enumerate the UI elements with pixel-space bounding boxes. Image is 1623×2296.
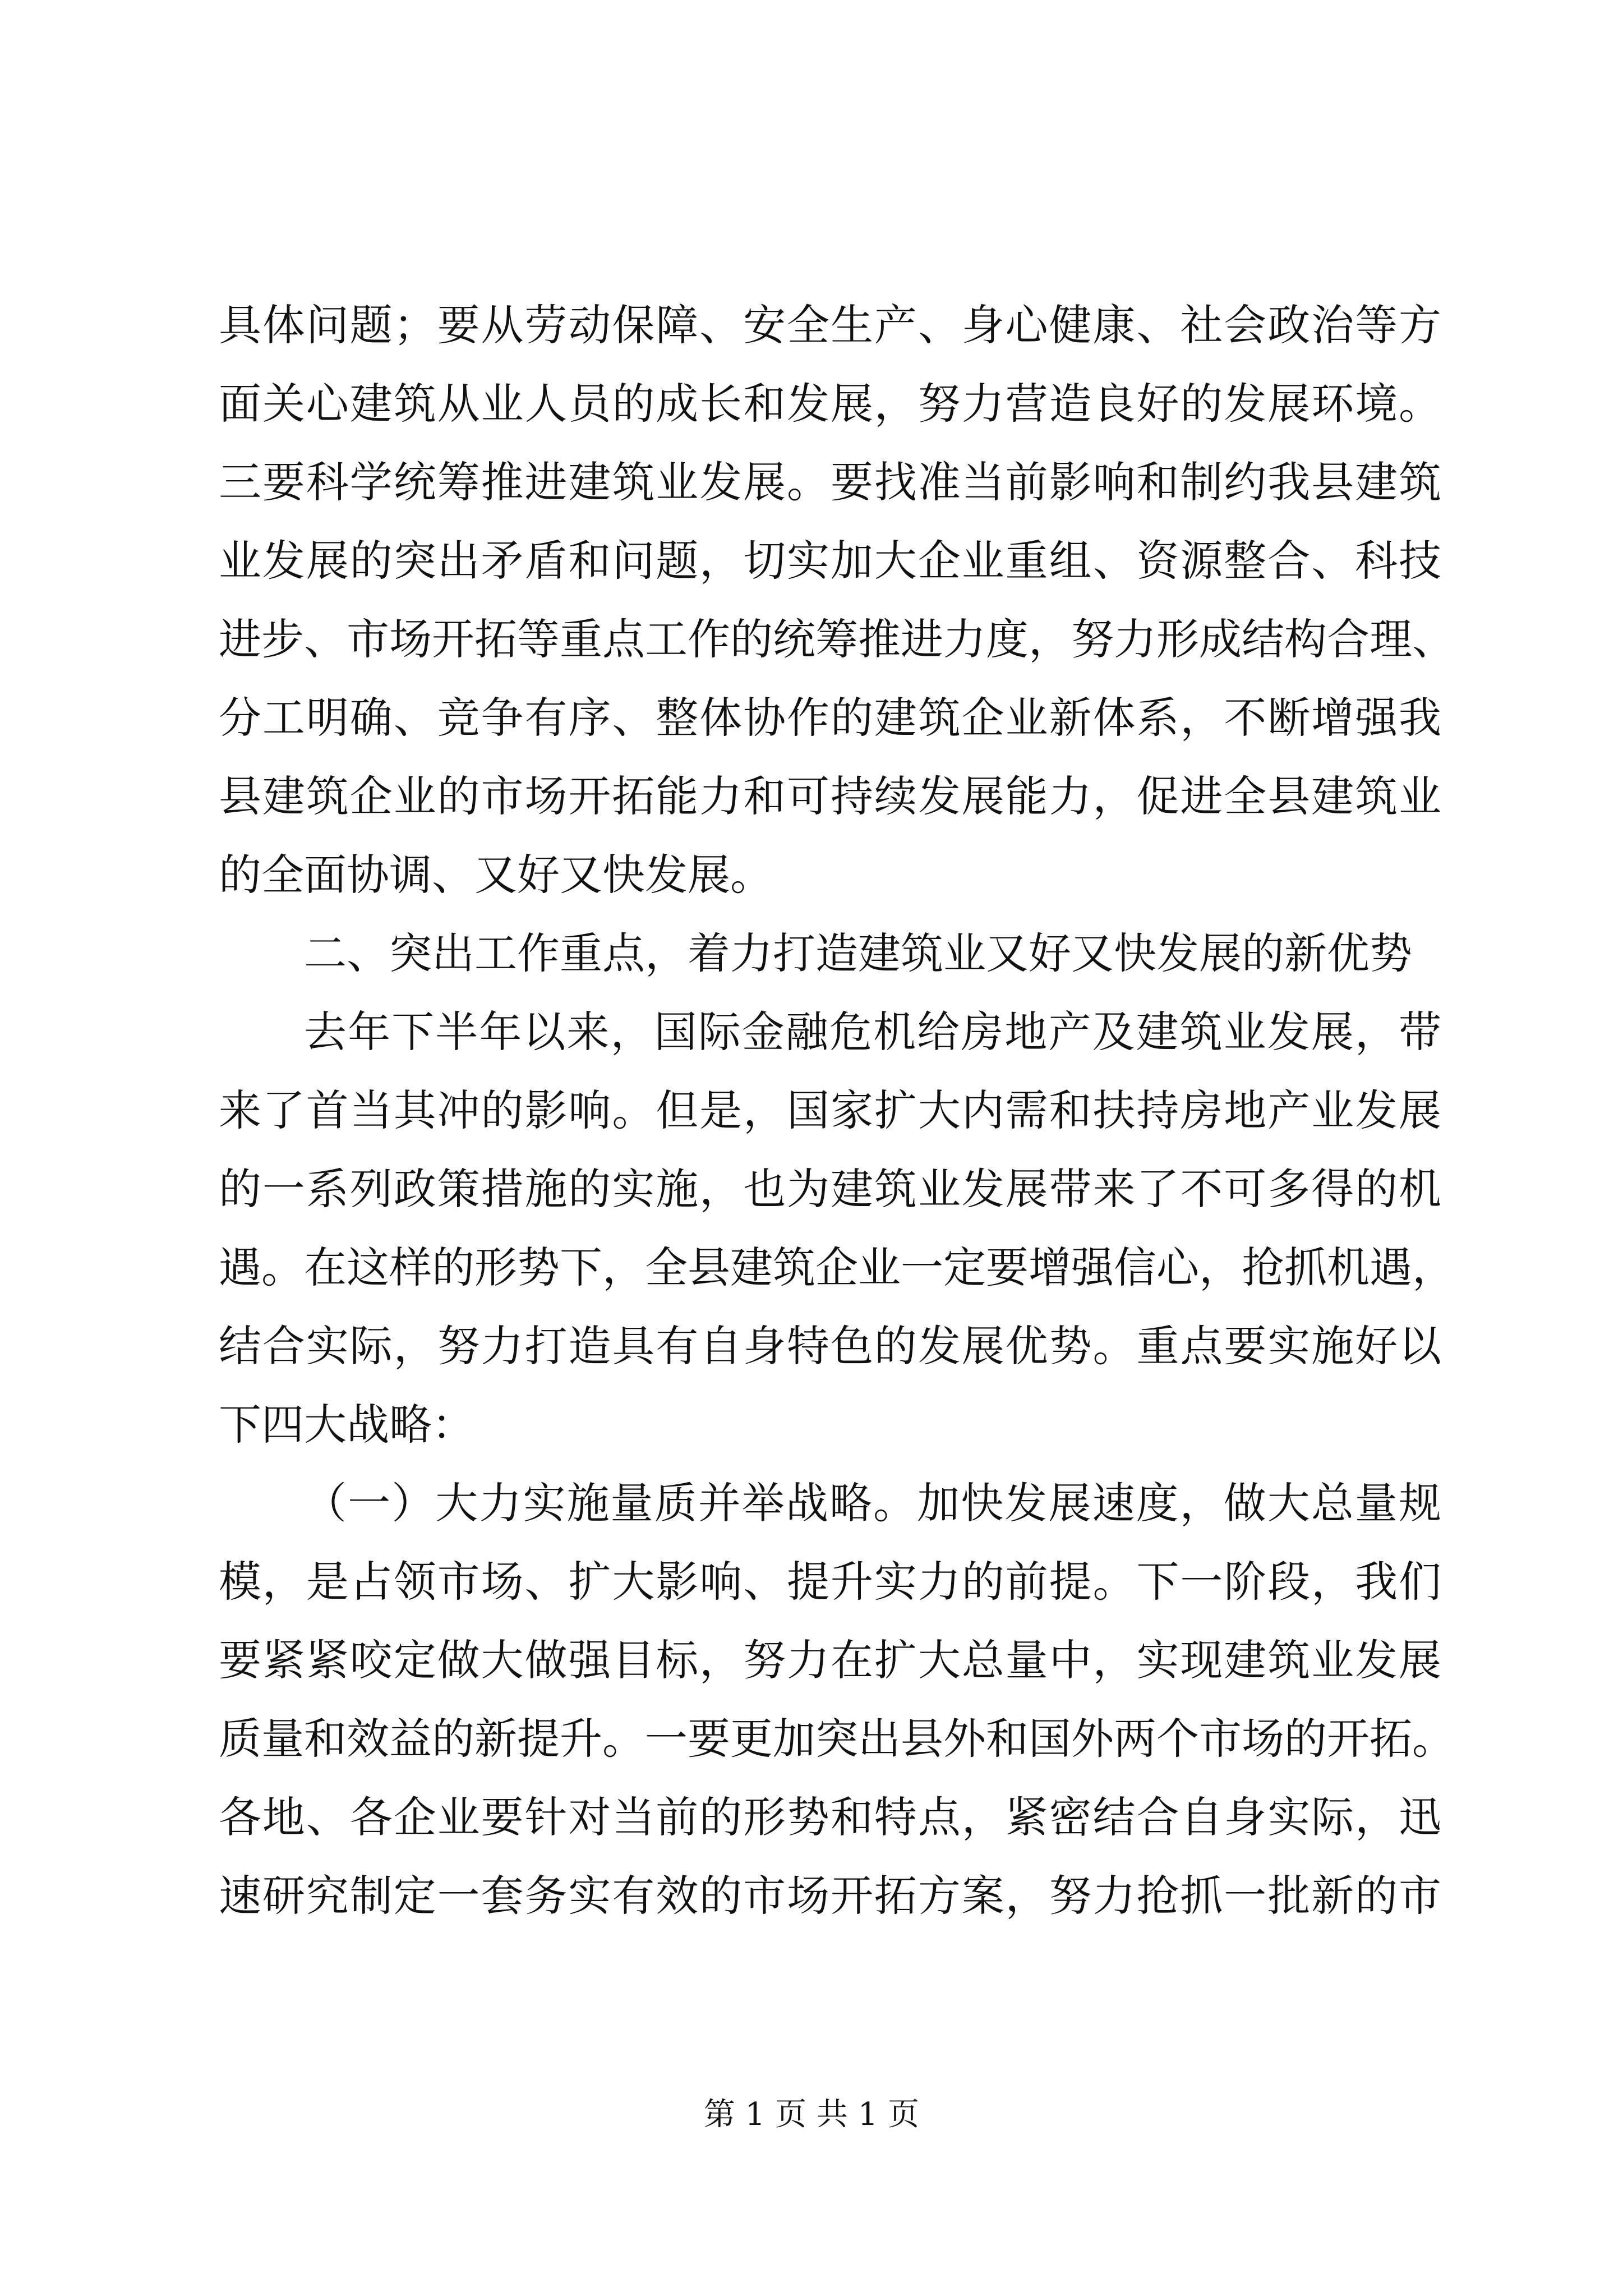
subsection-line: （一）大力实施量质并举战略。加快发展速度，做大总量规 bbox=[304, 1478, 1441, 1528]
text-line: 的一系列政策措施的实施，也为建筑业发展带来了不可多得的机 bbox=[219, 1164, 1441, 1214]
text-line: 速研究制定一套务实有效的市场开拓方案，努力抢抓一批新的市 bbox=[219, 1871, 1441, 1921]
text-line: 分工明确、竞争有序、整体协作的建筑企业新体系，不断增强我 bbox=[219, 693, 1441, 743]
text-line: 遇。在这样的形势下，全县建筑企业一定要增强信心，抢抓机遇， bbox=[219, 1243, 1455, 1292]
section-heading: 二、突出工作重点，着力打造建筑业又好又快发展的新优势 bbox=[304, 928, 1412, 978]
text-line: 县建筑企业的市场开拓能力和可持续发展能力，促进全县建筑业 bbox=[219, 771, 1441, 821]
text-line: 结合实际，努力打造具有自身特色的发展优势。重点要实施好以 bbox=[219, 1321, 1441, 1371]
text-line: 来了首当其冲的影响。但是，国家扩大内需和扶持房地产业发展 bbox=[219, 1085, 1441, 1135]
text-line: 业发展的突出矛盾和问题，切实加大企业重组、资源整合、科技 bbox=[219, 536, 1441, 586]
text-line: 各地、各企业要针对当前的形势和特点，紧密结合自身实际，迅 bbox=[219, 1792, 1441, 1842]
text-line: 进步、市场开拓等重点工作的统筹推进力度，努力形成结构合理、 bbox=[219, 614, 1455, 664]
text-line: 质量和效益的新提升。一要更加突出县外和国外两个市场的开拓。 bbox=[219, 1714, 1455, 1764]
text-line: 三要科学统筹推进建筑业发展。要找准当前影响和制约我县建筑 bbox=[219, 457, 1441, 507]
text-line: 要紧紧咬定做大做强目标，努力在扩大总量中，实现建筑业发展 bbox=[219, 1635, 1441, 1685]
text-line: 的全面协调、又好又快发展。 bbox=[219, 850, 773, 900]
text-line: 去年下半年以来，国际金融危机给房地产及建筑业发展，带 bbox=[304, 1007, 1441, 1057]
text-line: 下四大战略： bbox=[219, 1400, 474, 1450]
text-line: 具体问题；要从劳动保障、安全生产、身心健康、社会政治等方 bbox=[219, 300, 1441, 350]
page-footer: 第 1 页 共 1 页 bbox=[703, 2096, 920, 2133]
text-line: 模，是占领市场、扩大影响、提升实力的前提。下一阶段，我们 bbox=[219, 1557, 1441, 1607]
text-line: 面关心建筑从业人员的成长和发展，努力营造良好的发展环境。 bbox=[219, 379, 1441, 429]
